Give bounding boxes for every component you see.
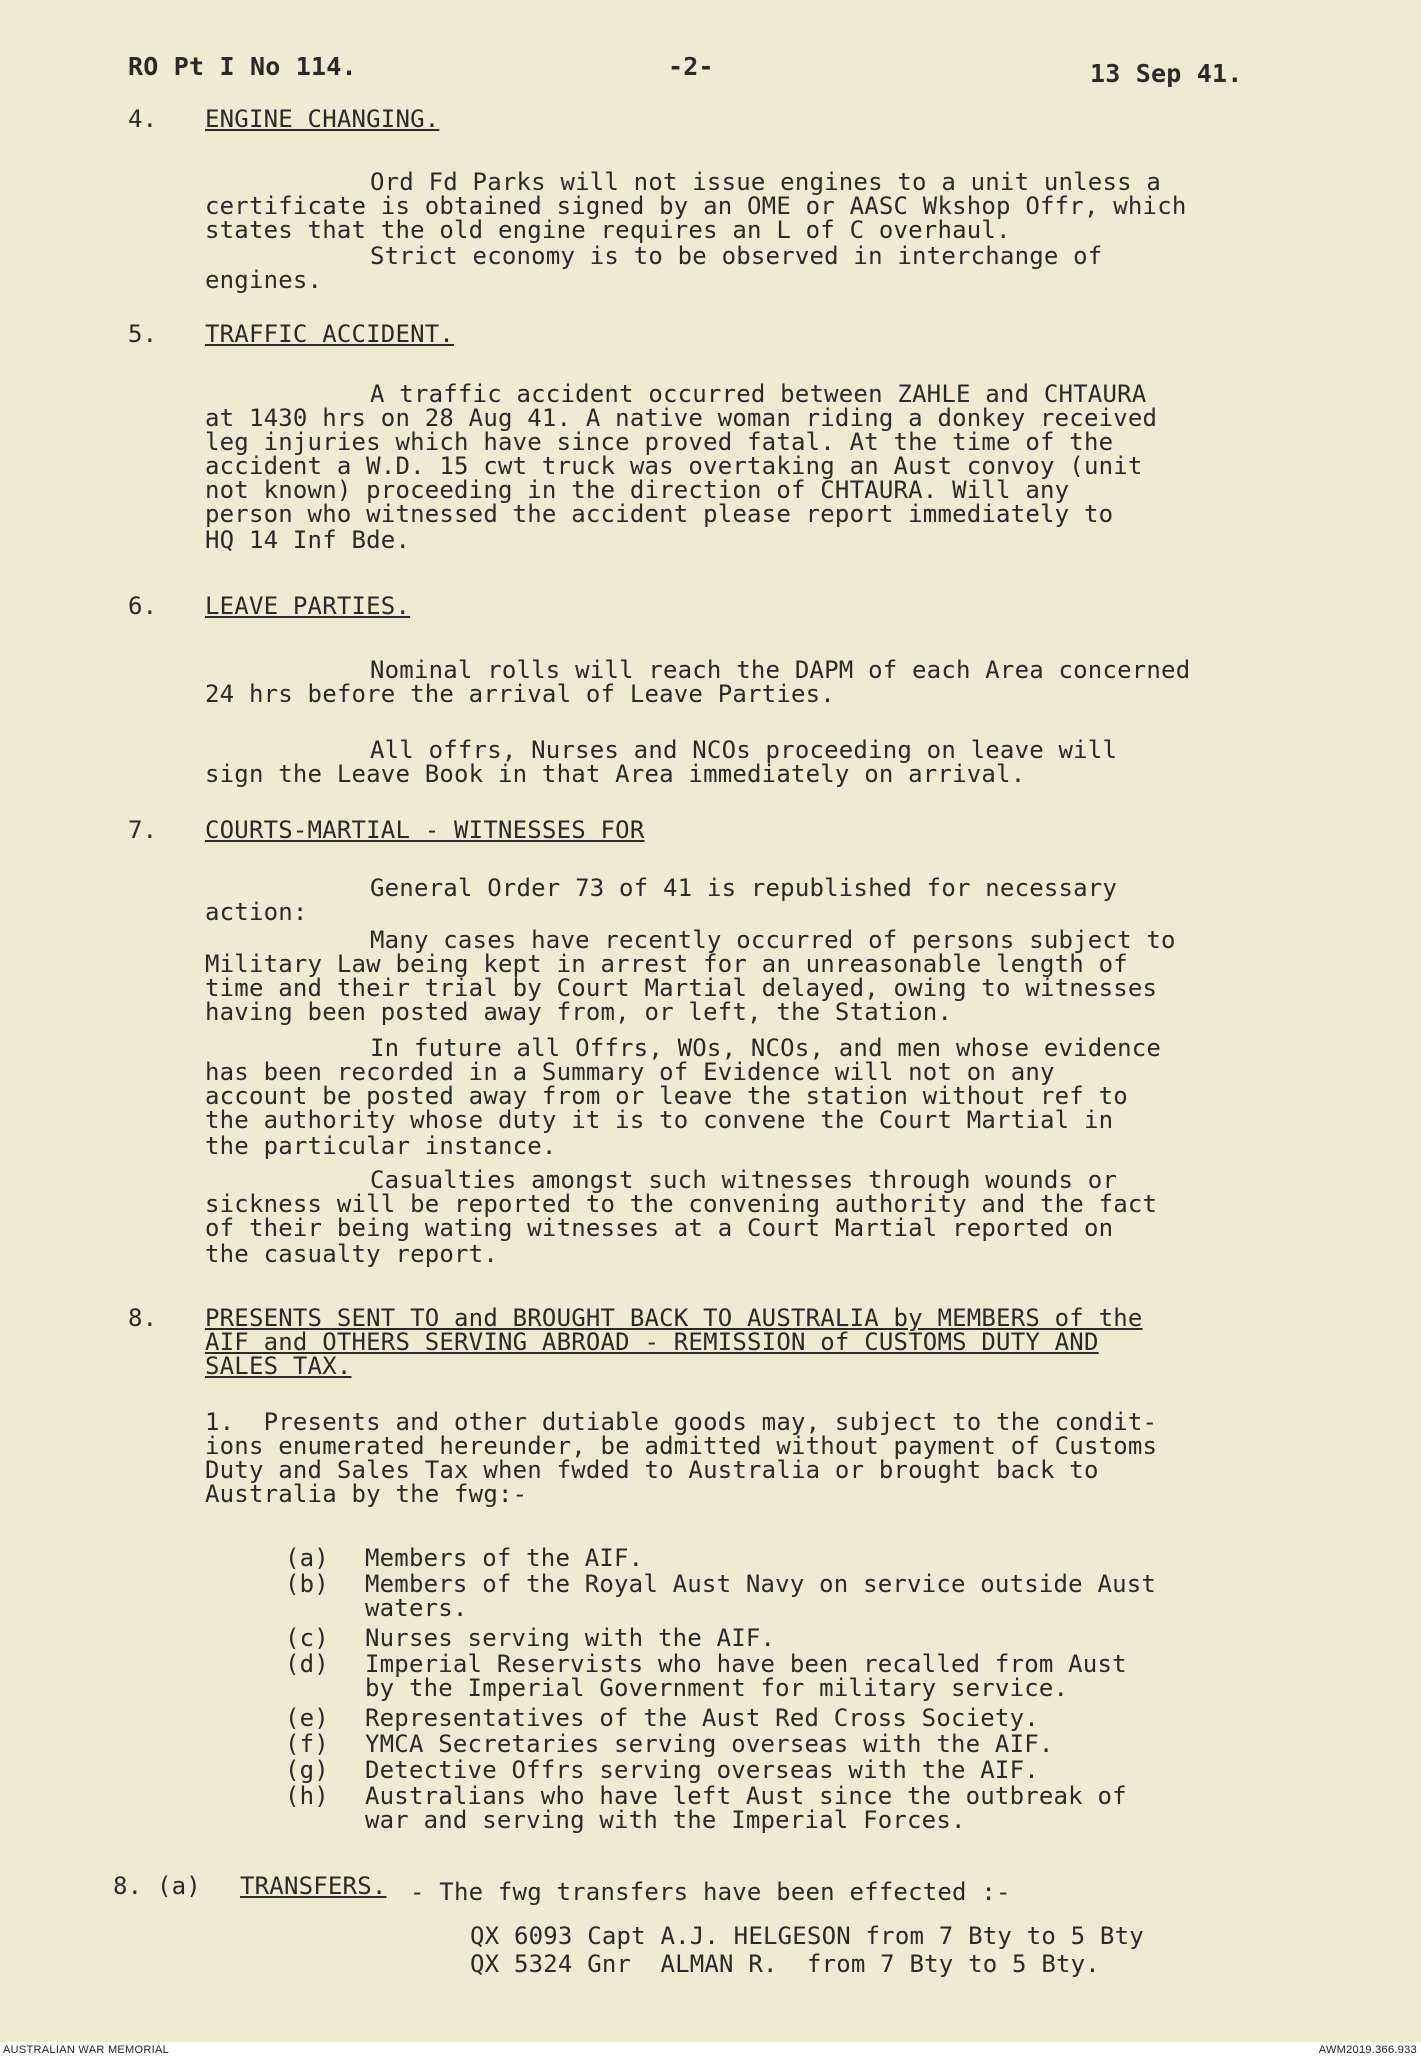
section-number: 8. (a) [113, 1872, 201, 1900]
body-line: Military Law being kept in arrest for an unreasonable length of [205, 950, 1128, 978]
body-line: Duty and Sales Tax when fwded to Australia or brought back to [205, 1456, 1099, 1484]
section-title: COURTS-MARTIAL - WITNESSES FOR [205, 816, 645, 844]
body-line: Australia by the fwg:- [205, 1480, 528, 1508]
list-item: Representatives of the Aust Red Cross Society. [365, 1704, 1039, 1732]
list-item-label: (d) [285, 1650, 329, 1678]
body-line: Ord Fd Parks will not issue engines to a unit unless a [370, 168, 1162, 196]
body-line: the authority whose duty it is to convene the Court Martial in [205, 1106, 1114, 1134]
list-item: Detective Offrs serving overseas with the AIF. [365, 1756, 1039, 1784]
section-title: LEAVE PARTIES. [205, 592, 411, 620]
section-number: 5. [128, 320, 158, 348]
body-line: All offrs, Nurses and NCOs proceeding on leave will [370, 736, 1118, 764]
order-number: RO Pt I No 114. [128, 52, 357, 81]
body-line: Nominal rolls will reach the DAPM of each Area concerned [370, 656, 1191, 684]
body-line: the particular instance. [205, 1132, 557, 1160]
body-line: A traffic accident occurred between ZAHLE and CHTAURA [370, 380, 1147, 408]
section-title: TRANSFERS. [240, 1872, 387, 1900]
transfer-line: QX 6093 Capt A.J. HELGESON from 7 Bty to 5 Bty [470, 1922, 1144, 1950]
body-line: General Order 73 of 41 is republished for necessary [370, 874, 1118, 902]
section-title-line: AIF and OTHERS SERVING ABROAD - REMISSION of CUSTOMS DUTY AND [205, 1328, 1099, 1356]
body-line: of their being wating witnesses at a Court Martial reported on [205, 1214, 1114, 1242]
body-line: accident a W.D. 15 cwt truck was overtaking an Aust convoy (unit [205, 452, 1143, 480]
list-item-label: (e) [285, 1704, 329, 1732]
body-line: person who witnessed the accident please report immediately to [205, 500, 1114, 528]
list-item: Imperial Reservists who have been recalled from Aust [365, 1650, 1127, 1678]
body-line: ions enumerated hereunder, be admitted without payment of Customs [205, 1432, 1158, 1460]
section-number: 8. [128, 1304, 158, 1332]
body-line: the casualty report. [205, 1240, 498, 1268]
body-line: sign the Leave Book in that Area immediately on arrival. [205, 760, 1026, 788]
list-item-label: (a) [285, 1544, 329, 1572]
body-line: states that the old engine requires an L of C overhaul. [205, 216, 1011, 244]
body-line: time and their trial by Court Martial delayed, owing to witnesses [205, 974, 1158, 1002]
list-item-label: (b) [285, 1570, 329, 1598]
body-line: having been posted away from, or left, the Station. [205, 998, 953, 1026]
list-item: Members of the Royal Aust Navy on service outside Aust [365, 1570, 1157, 1598]
section-title-line: PRESENTS SENT TO and BROUGHT BACK TO AUSTRALIA by MEMBERS of the [205, 1304, 1143, 1332]
list-item-label: (g) [285, 1756, 329, 1784]
body-line: Many cases have recently occurred of persons subject to [370, 926, 1176, 954]
section-number: 7. [128, 816, 158, 844]
list-item: war and serving with the Imperial Forces. [365, 1806, 966, 1834]
body-line: sickness will be reported to the convening authority and the fact [205, 1190, 1158, 1218]
body-line: action: [205, 898, 308, 926]
list-item: Australians who have left Aust since the outbreak of [365, 1782, 1127, 1810]
body-line: In future all Offrs, WOs, NCOs, and men whose evidence [370, 1034, 1162, 1062]
body-line: Casualties amongst such witnesses through wounds or [370, 1166, 1118, 1194]
list-item-label: (h) [285, 1782, 329, 1810]
section-title-line: SALES TAX. [205, 1352, 352, 1380]
document-date: 13 Sep 41. [1090, 59, 1243, 88]
body-line: 24 hrs before the arrival of Leave Parties. [205, 680, 835, 708]
section-title: ENGINE CHANGING. [205, 105, 440, 133]
body-line: HQ 14 Inf Bde. [205, 526, 411, 554]
section-number: 4. [128, 105, 158, 133]
body-line: has been recorded in a Summary of Evidence will not on any [205, 1058, 1055, 1086]
list-item: by the Imperial Government for military service. [365, 1674, 1069, 1702]
list-item-label: (f) [285, 1730, 329, 1758]
section-number: 6. [128, 592, 158, 620]
list-item-label: (c) [285, 1624, 329, 1652]
body-line: Strict economy is to be observed in interchange of [370, 242, 1103, 270]
body-line: account be posted away from or leave the station without ref to [205, 1082, 1128, 1110]
body-line: 1. Presents and other dutiable goods may, subject to the condit- [205, 1408, 1158, 1436]
body-line: leg injuries which have since proved fatal. At the time of the [205, 428, 1114, 456]
transfer-line: QX 5324 Gnr ALMAN R. from 7 Bty to 5 Bty. [470, 1950, 1100, 1978]
list-item: YMCA Secretaries serving overseas with the AIF. [365, 1730, 1054, 1758]
body-line: at 1430 hrs on 28 Aug 41. A native woman riding a donkey received [205, 404, 1158, 432]
list-item: waters. [365, 1594, 468, 1622]
footer-credit: AUSTRALIAN WAR MEMORIAL [3, 2044, 170, 2056]
list-item: Nurses serving with the AIF. [365, 1624, 776, 1652]
footer-accession: AWM2019.366.933 [1318, 2044, 1417, 2056]
body-line: certificate is obtained signed by an OME or AASC Wkshop Offr, which [205, 192, 1187, 220]
body-line: not known) proceeding in the direction of CHTAURA. Will any [205, 476, 1070, 504]
page-number: -2- [668, 52, 714, 81]
list-item: Members of the AIF. [365, 1544, 644, 1572]
body-line: engines. [205, 266, 323, 294]
section-title: TRAFFIC ACCIDENT. [205, 320, 455, 348]
body-line: - The fwg transfers have been effected :- [410, 1878, 1011, 1906]
